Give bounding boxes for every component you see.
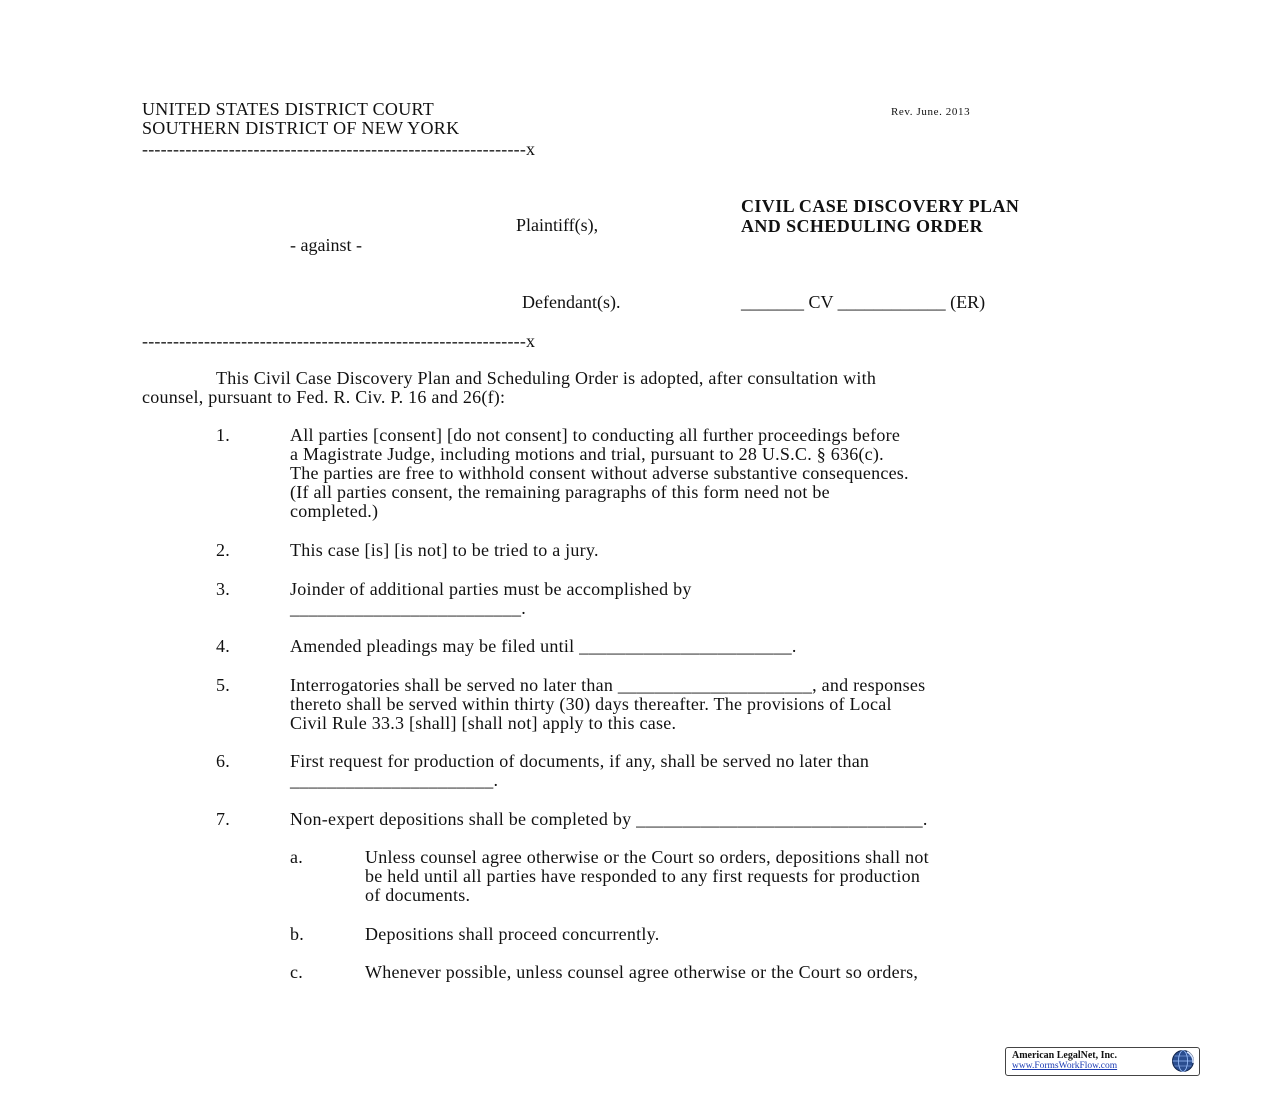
item-text-line: thereto shall be served within thirty (30) days thereafter. The provisions of Local [290,694,892,714]
item-number: 2. [216,540,230,560]
item-text-line: completed.) [290,501,379,521]
item-text-line: Interrogatories shall be served no later than _____________________, and responses [290,675,926,695]
court-name [142,100,459,138]
logo-url-link[interactable]: www.FormsWorkFlow.com [1012,1061,1118,1071]
item-text-line: ______________________. [290,770,499,790]
subitem-text-line: Whenever possible, unless counsel agree otherwise or the Court so orders, [365,962,919,982]
document-title [741,196,1019,236]
subitem-text-line: be held until all parties have responded to any first requests for production [365,866,921,886]
logo-company-name: American LegalNet, Inc. [1012,1050,1117,1061]
subitem-letter: a. [290,847,303,867]
caption-divider-bottom: --------------------------------------------------------------x [142,331,536,351]
court-line-2: SOUTHERN DISTRICT OF NEW YORK [142,118,460,138]
item-number: 4. [216,636,230,656]
item-text-line: a Magistrate Judge, including motions and trial, pursuant to 28 U.S.C. § 636(c). [290,444,884,464]
item-text-line: This case [is] [is not] to be tried to a jury. [290,540,599,560]
item-text-line: (If all parties consent, the remaining paragraphs of this form need not be [290,482,830,502]
item-text-line: Civil Rule 33.3 [shall] [shall not] apply to this case. [290,713,677,733]
title-line-1: CIVIL CASE DISCOVERY PLAN [741,196,1020,216]
item-text-line: Non-expert depositions shall be completed by _______________________________. [290,809,928,829]
intro-line-1: This Civil Case Discovery Plan and Scheduling Order is adopted, after consultation with [216,368,877,388]
intro-line-2: counsel, pursuant to Fed. R. Civ. P. 16 and 26(f): [142,387,506,407]
item-number: 6. [216,751,230,771]
subitem-letter: b. [290,924,304,944]
item-text-line: Amended pleadings may be filed until _______________________. [290,636,797,656]
case-number-field: _______ CV ____________ (ER) [741,292,986,312]
caption-divider-top: --------------------------------------------------------------x [142,139,536,159]
subitem-text-line: Depositions shall proceed concurrently. [365,924,660,944]
item-text-line: All parties [consent] [do not consent] to conducting all further proceedings before [290,425,901,445]
subitem-text-line: Unless counsel agree otherwise or the Court so orders, depositions shall not [365,847,929,867]
subitem-letter: c. [290,962,303,982]
item-number: 3. [216,579,230,599]
american-legalnet-logo[interactable] [1005,1047,1200,1076]
item-text-line: _________________________. [290,598,526,618]
title-line-2: AND SCHEDULING ORDER [741,216,984,236]
plaintiff-label: Plaintiff(s), [516,215,599,235]
defendant-label: Defendant(s). [522,292,621,312]
item-text-line: Joinder of additional parties must be accomplished by [290,579,692,599]
court-line-1: UNITED STATES DISTRICT COURT [142,99,435,119]
item-text-line: The parties are free to withhold consent without adverse substantive consequences. [290,463,909,483]
globe-icon [1171,1049,1195,1073]
against-label: - against - [290,235,362,255]
item-number: 1. [216,425,230,445]
revision-date: Rev. June. 2013 [891,106,971,118]
subitem-text-line: of documents. [365,885,471,905]
item-number: 5. [216,675,230,695]
item-number: 7. [216,809,230,829]
item-text-line: First request for production of documents, if any, shall be served no later than [290,751,870,771]
